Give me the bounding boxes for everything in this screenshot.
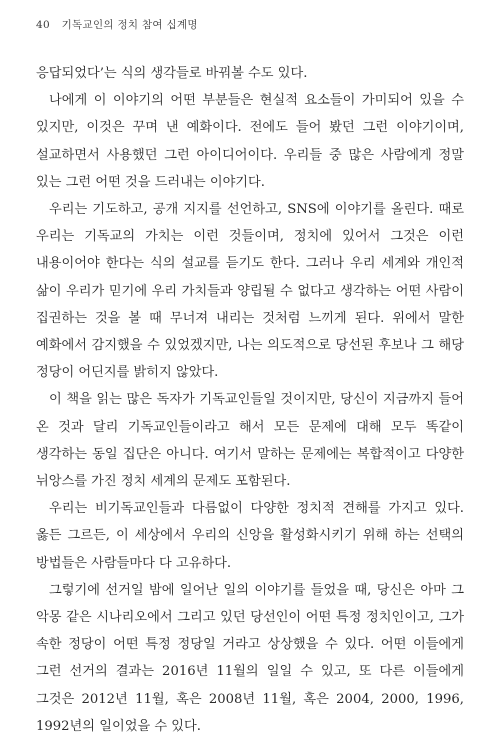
paragraph-6: 그렇기에 선거일 밤에 일어난 일의 이야기를 들었을 때, 당신은 아마 그 악몽 같은 시나리오에서 그리고 있던 당선인이 어떤 특정 정치인이고, 그가 속한 정당이 어떤 특정 정당일 거라고 상상했을 수 있다. 어떤 이들에게 그런 선거의 결과는 2016년 11월의 일일 수 있고, 또 다른 이들에게 그것은 2012년 11월, 혹은 2008년 11월, 혹은 2004, 2000, 1996, 1992년의 일이었을 수 있다. — [36, 582, 464, 734]
book-title: 기독교인의 정치 참여 십계명 — [61, 19, 198, 31]
paragraph-1: 응답되었다’는 식의 생각들로 바꿔볼 수도 있다. — [36, 66, 308, 81]
paragraph-3: 우리는 기도하고, 공개 지지를 선언하고, SNS에 이야기를 올린다. 때로 우리는 기독교의 가치는 이런 것들이며, 정치에 있어서 그것은 이런 내용이어야 한다는 식의 설교를 듣기도 한다. 그러나 우리 세계와 개인적 삶이 우리가 믿기에 우리 가치들과 양립될 수 없다고 생각하는 어떤 사람이 집권하는 것을 볼 때 무너져 내리는 것처럼 느끼게 된다. 위에서 말한 예화에서 감지했을 수 있었겠지만, 나는 의도적으로 당선된 후보나 그 해당 정당이 어딘지를 밝히지 않았다. — [36, 202, 464, 381]
paragraph-2: 나에게 이 이야기의 어떤 부분들은 현실적 요소들이 가미되어 있을 수 있지만, 이것은 꾸며 낸 예화이다. 전에도 들어 봤던 그런 이야기이며, 설교하면서 사용했던 그런 아이디어이다. 우리들 중 많은 사람에게 정말 있는 그런 어떤 것을 드러내는 이야기다. — [36, 93, 464, 190]
paragraph-4: 이 책을 읽는 많은 독자가 기독교인들일 것이지만, 당신이 지금까지 들어 온 것과 달리 기독교인들이라고 해서 모든 문제에 대해 모두 똑같이 생각하는 동일 집단은 아니다. 여기서 말하는 문제에는 복합적이고 다양한 뉘앙스를 가진 정치 세계의 문제도 포함된다. — [36, 392, 464, 490]
running-head — [36, 17, 198, 32]
body-text — [36, 60, 464, 740]
page-number: 40 — [36, 19, 50, 31]
paragraph-5: 우리는 비기독교인들과 다름없이 다양한 정치적 견해를 가지고 있다. 옳든 그르든, 이 세상에서 우리의 신앙을 활성화시키기 위해 하는 선택의 방법들은 사람들마다 다 고유하다. — [36, 501, 464, 571]
